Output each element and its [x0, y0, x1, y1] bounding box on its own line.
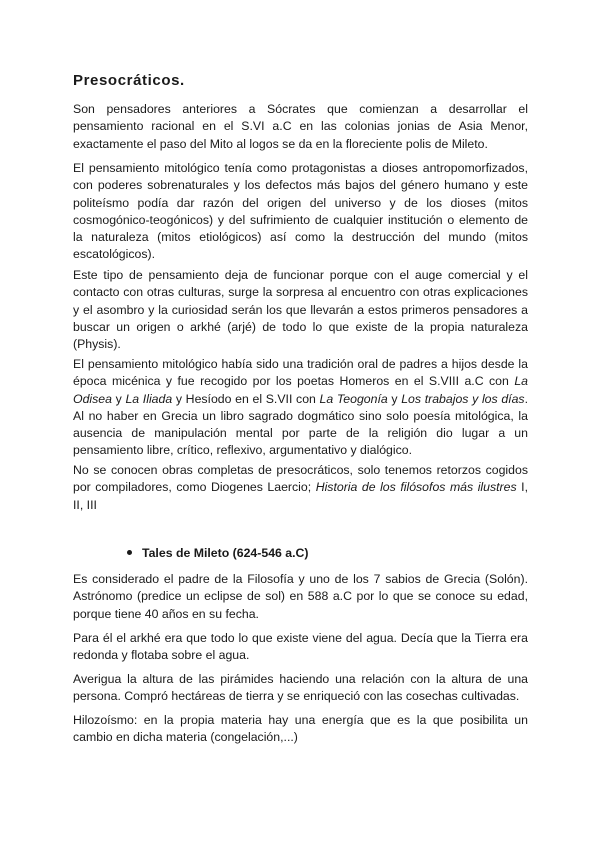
bullet-icon: [127, 550, 132, 555]
paragraph-oral-tradition: [73, 356, 528, 460]
paragraph-tales-arkhe: Para él el arkhé era que todo lo que existe viene del agua. Decía que la Tierra era redonda y flotaba sobre el agua.: [73, 631, 528, 663]
paragraph-intro: Son pensadores anteriores a Sócrates que comienzan a desarrollar el pensamiento racional en el S.VI a.C en las colonias jonias de Asia Menor, exactamente el paso del Mito al logos se da en la floreciente polis de Mileto.: [73, 102, 528, 151]
text-run: y Hesíodo en el S.VII con: [172, 391, 320, 406]
text-run: y: [111, 391, 126, 406]
text-run: I, II, III: [73, 480, 528, 512]
text-run: No se conocen obras completas de presocráticos, solo tenemos retorzos cogidos por compiladores, como Diogenes Laercio;: [73, 463, 528, 495]
text-run: . Al no haber en Grecia un libro sagrado dogmático sino solo poesía mitológica, la ausencia de manipulación mental por parte de la religión dio lugar a un pensamiento libre, crítico, reflexivo, argumentativo y dialógico.: [73, 391, 528, 458]
paragraph-tales-pyramids: Averigua la altura de las pirámides haciendo una relación con la altura de una persona. Compró hectáreas de tierra y se enriqueció con las cosechas cultivadas.: [73, 672, 528, 704]
section-heading-text: Tales de Mileto (624-546 a.C): [142, 546, 309, 560]
book-title-teogonia: La Teogonía: [319, 391, 388, 406]
book-title-historia: Historia de los filósofos más ilustres: [315, 480, 517, 495]
paragraph-sources: [73, 462, 528, 514]
book-title-trabajos: Los trabajos y los días: [401, 391, 525, 406]
paragraph-hylozoism: Hilozoísmo: en la propia materia hay una energía que es la que posibilita un cambio en dicha materia (congelación,...): [73, 713, 528, 745]
text-run: El pensamiento mitológico había sido una tradición oral de padres a hijos desde la época micénica y fue recogido por los poetas Homeros en el S.VIII a.C con: [73, 357, 528, 389]
section-heading-tales: [127, 545, 309, 562]
book-title-odisea: La Odisea: [73, 374, 528, 406]
page-title: Presocráticos.: [73, 72, 185, 89]
paragraph-end-of-myth: Este tipo de pensamiento deja de funcionar porque con el auge comercial y el contacto con otras culturas, surge la sorpresa al encuentro con otras explicaciones y el asombro y la curiosidad serán los que llevarán a estos primeros pensadores a buscar un origen o arkhé (arjé) de todo lo que existe de la propia naturaleza (Physis).: [73, 268, 528, 352]
book-title-iliada: La Iliada: [125, 391, 173, 406]
paragraph-tales-bio: Es considerado el padre de la Filosofía y uno de los 7 sabios de Grecia (Solón). Astrónomo (predice un eclipse de sol) en 588 a.C por lo que se conoce su edad, porque tiene 40 años en su fecha.: [73, 572, 528, 621]
paragraph-mythological-thought: El pensamiento mitológico tenía como protagonistas a dioses antropomorfizados, con poderes sobrenaturales y los defectos más bajos del género humano y este politeísmo podía dar razón del origen del universo y de los dioses (mitos cosmogónico-teogónicos) y del sufrimiento de cualquier institución o elemento de la naturaleza (mitos etiológicos) así como la destrucción del mundo (mitos escatológicos).: [73, 161, 528, 262]
text-run: y: [387, 391, 402, 406]
